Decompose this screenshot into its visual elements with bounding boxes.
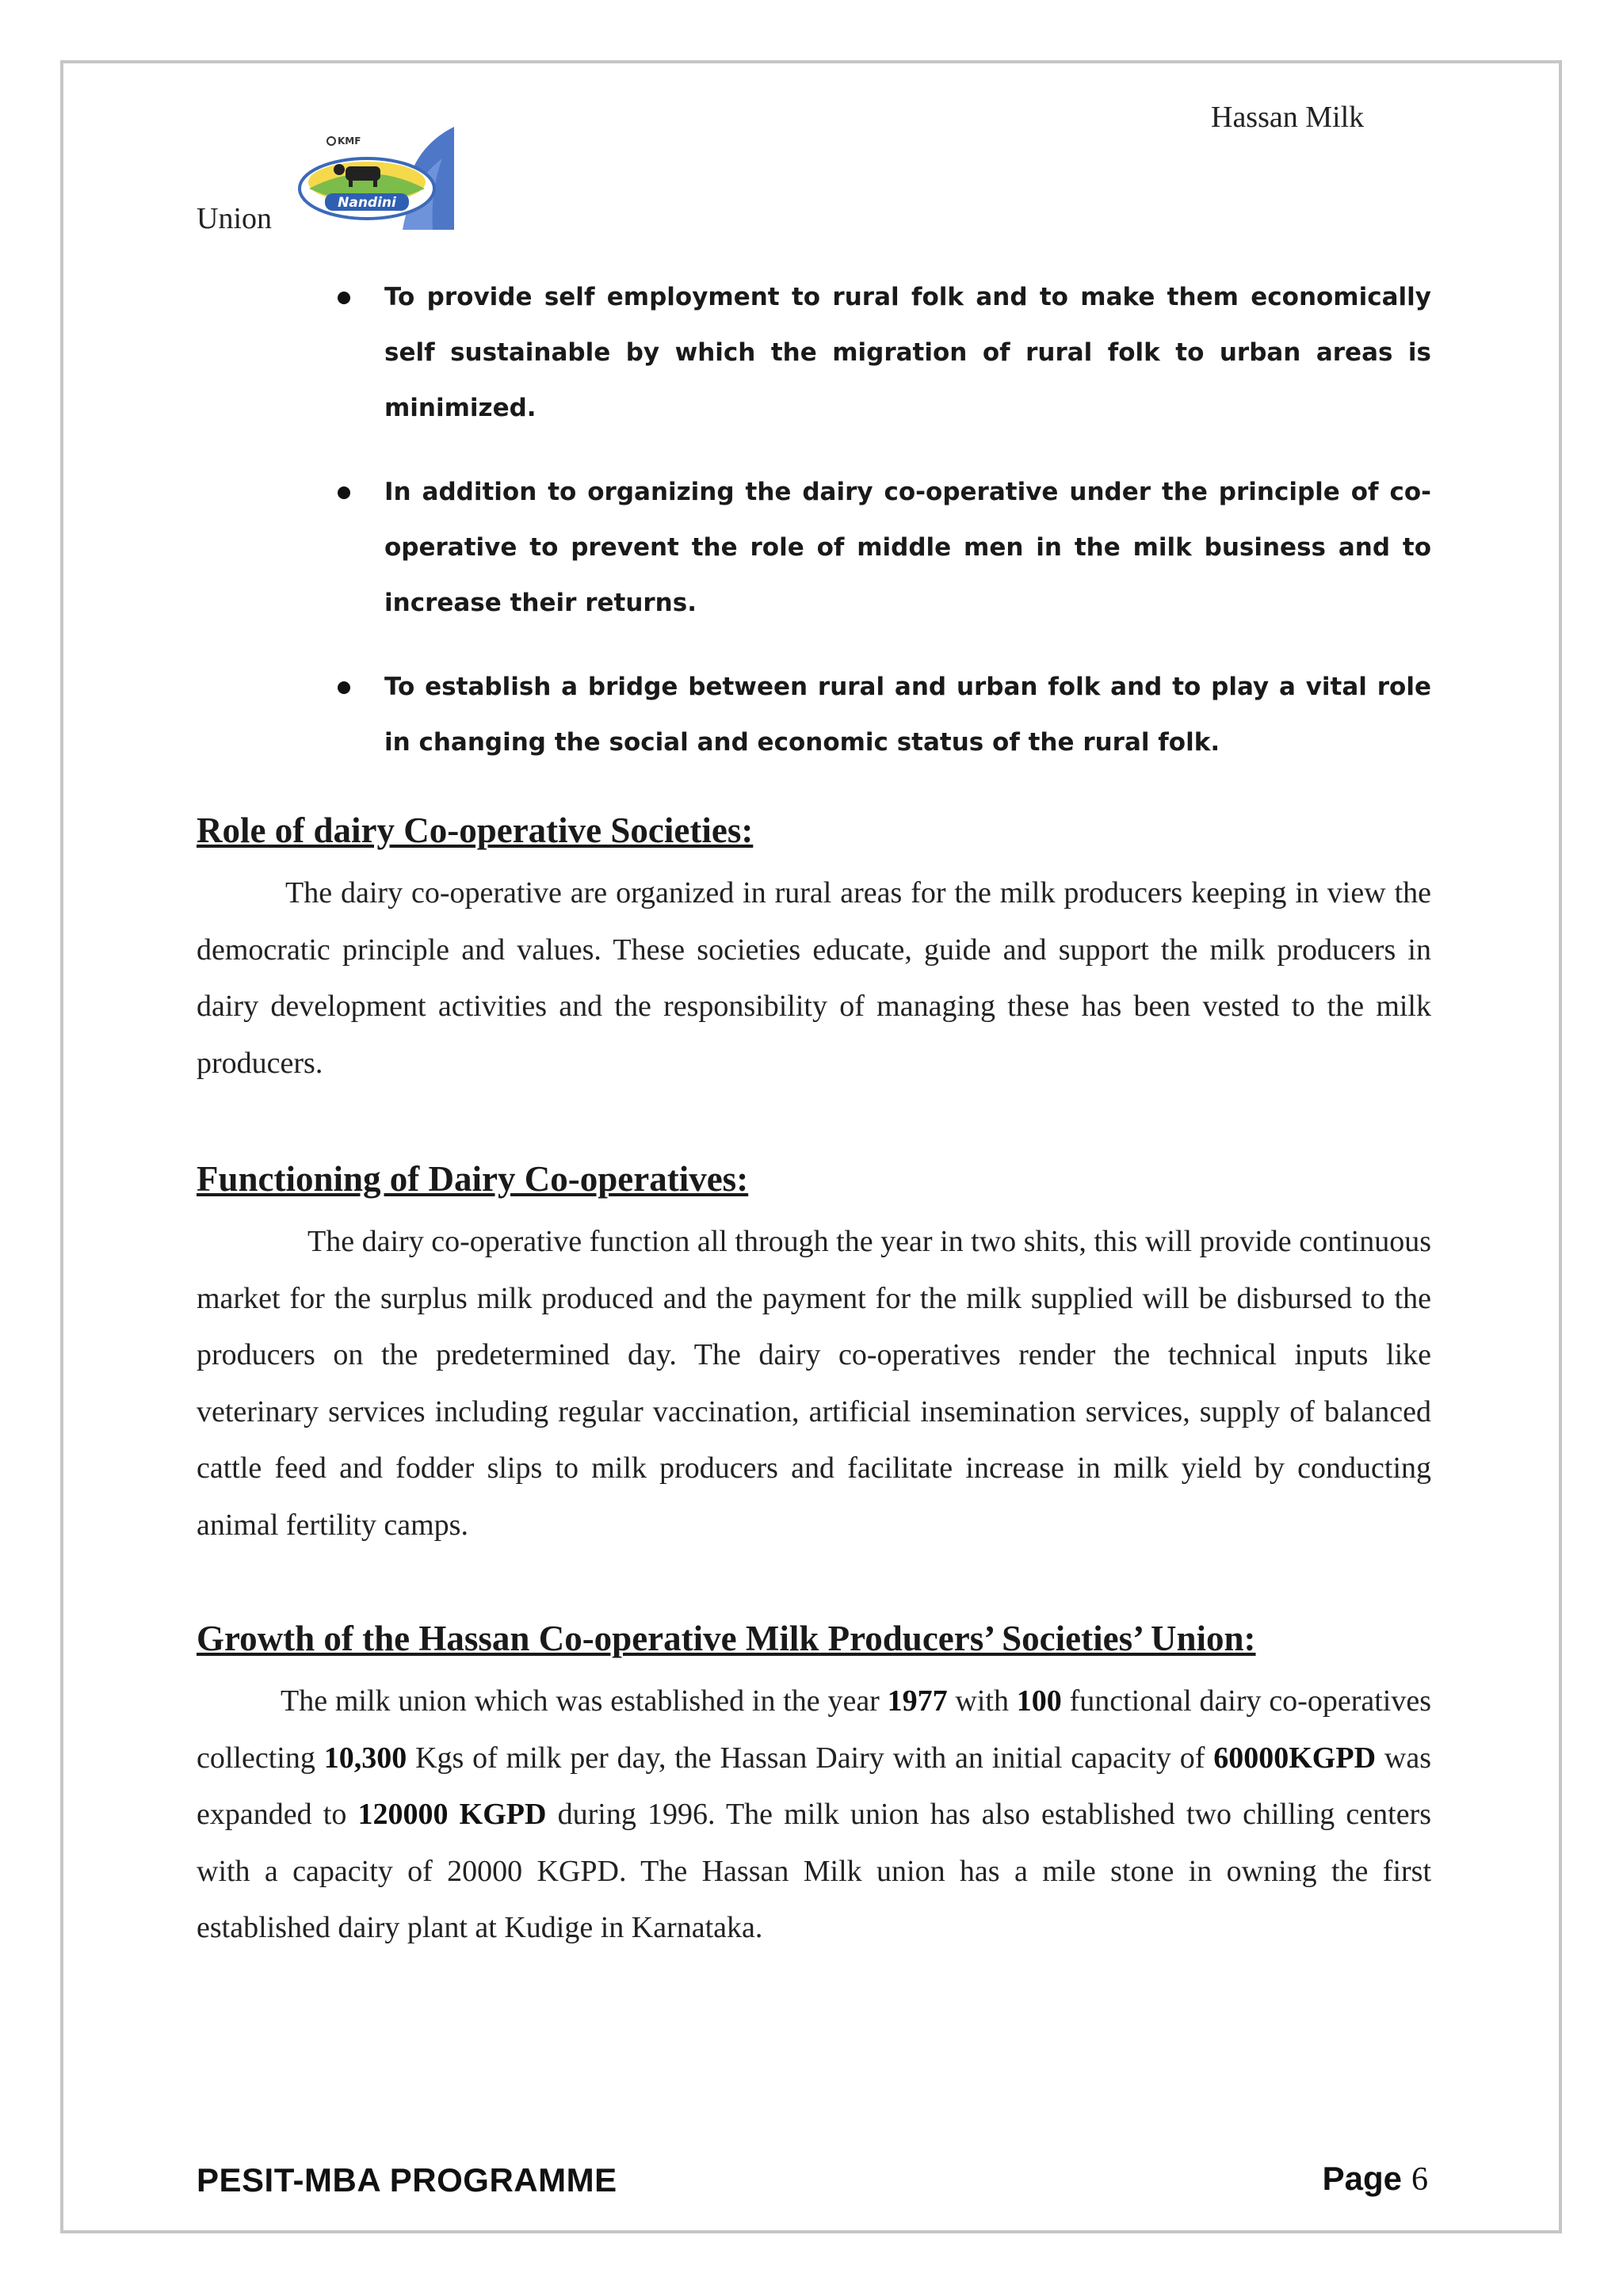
logo-kmf-text: KMF	[338, 135, 361, 147]
objectives-list	[197, 269, 1431, 799]
bullet-icon	[338, 681, 350, 694]
growth-paragraph: The milk union which was established in the year 1977 with 100 functional dairy co-operatives collecting 10,300 Kgs of milk per day, the Hassan Dairy with an initial capacity of 60000KGPD was expanded to 120000 KGPD during 1996. The milk union has also established two chilling centers with a capacity of 20000 KGPD. The Hassan Milk union has a mile stone in owning the first established dairy plant at Kudige in Karnataka.	[197, 1684, 1431, 1944]
bullet-icon	[338, 486, 350, 499]
growth-heading: Growth of the Hassan Co-operative Milk Producers’ Societies’ Union:	[197, 1619, 1256, 1658]
header-union-label: Union	[197, 202, 272, 235]
footer-program: PESIT-MBA PROGRAMME	[197, 2161, 617, 2199]
functioning-paragraph: The dairy co-operative function all through the year in two shits, this will provide continuous market for the surplus milk produced and the payment for the milk supplied will be disbursed to the producers on the predetermined day. The dairy co-operatives render the technical inputs like veterinary services including regular vaccination, artificial insemination services, supply of balanced cattle feed and fodder slips to milk producers and facilitate increase in milk yield by conducting animal fertility camps.	[197, 1225, 1431, 1542]
list-item: To establish a bridge between rural and urban folk and to play a vital role in changing the social and economic status of the rural folk.	[197, 659, 1431, 770]
footer-page	[1323, 2160, 1428, 2199]
list-item: To provide self employment to rural folk and to make them economically self sustainable by which the migration of rural folk to urban areas is minimized.	[197, 269, 1431, 436]
nandini-logo	[292, 127, 454, 230]
bullet-icon	[338, 292, 350, 304]
logo-brand-text: Nandini	[338, 195, 396, 211]
functioning-heading: Functioning of Dairy Co-operatives:	[197, 1159, 749, 1199]
role-heading: Role of dairy Co-operative Societies:	[197, 810, 754, 850]
page-label: Page	[1322, 2160, 1402, 2197]
page-number: 6	[1411, 2161, 1428, 2198]
header-title: Hassan Milk	[1211, 101, 1365, 134]
role-paragraph: The dairy co-operative are organized in rural areas for the milk producers keeping in view the democratic principle and values. These societies educate, guide and support the milk producers in dairy development activities and the responsibility of managing these has been vested to the milk producers.	[197, 876, 1431, 1080]
list-item: In addition to organizing the dairy co-operative under the principle of co-operative to prevent the role of middle men in the milk business and to increase their returns.	[197, 464, 1431, 631]
